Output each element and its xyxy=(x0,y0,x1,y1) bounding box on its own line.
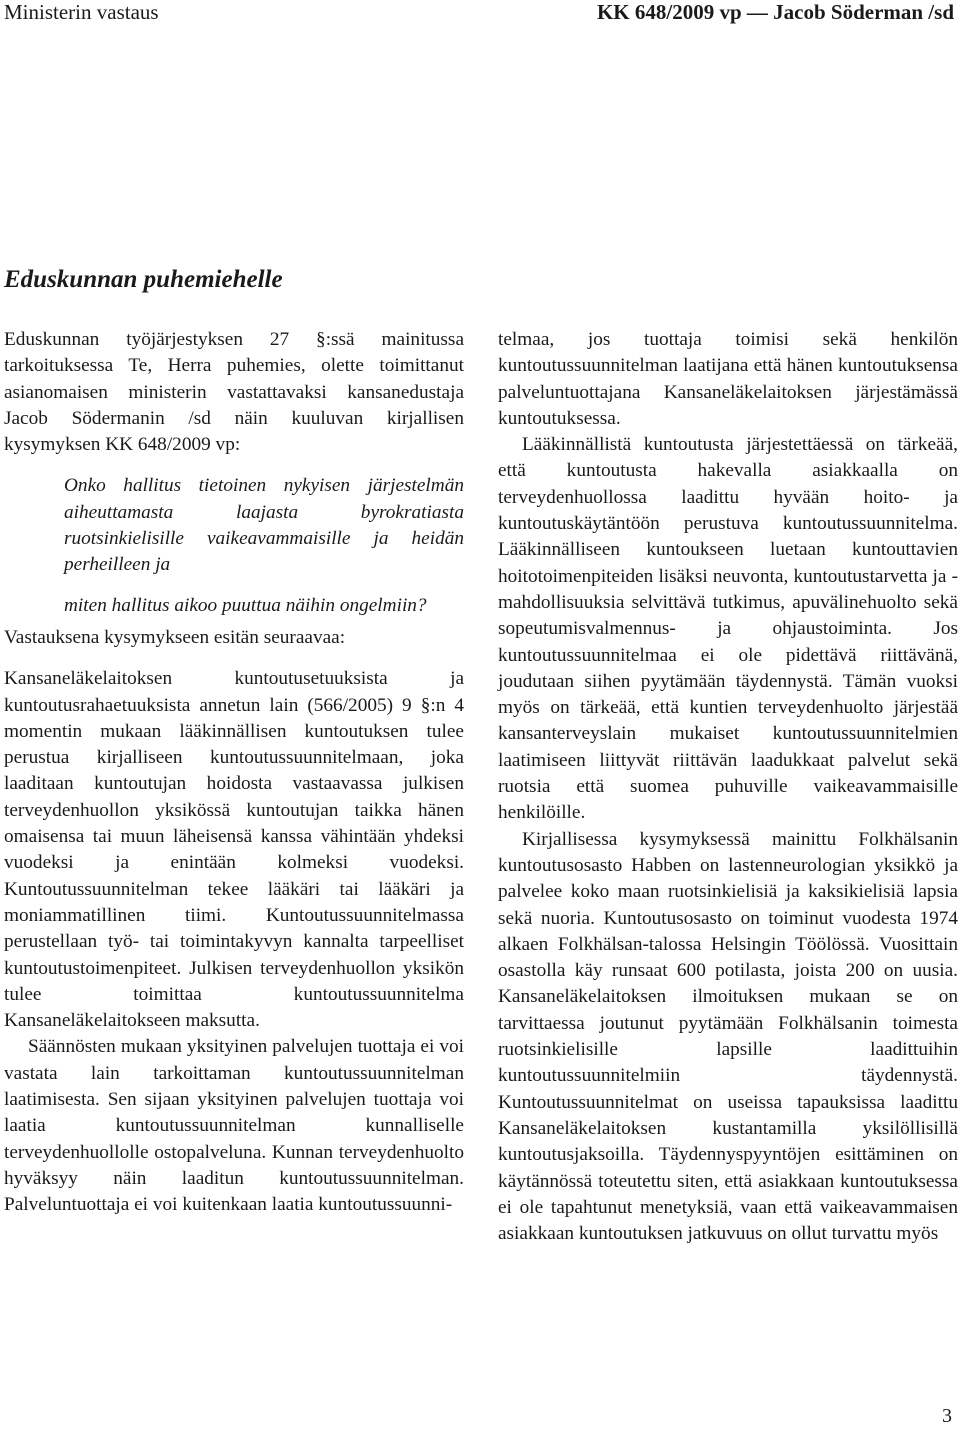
question-text-2: miten hallitus aikoo puuttua näihin ongelmiin? xyxy=(64,594,427,616)
document-title: Eduskunnan puhemiehelle xyxy=(4,266,283,293)
right-column xyxy=(498,327,958,1247)
running-header-left: Ministerin vastaus xyxy=(4,0,159,24)
page-number: 3 xyxy=(942,1405,952,1427)
body-paragraph: Kansaneläkelaitoksen kuntoutusetuuksista ja kuntoutusrahaetuuksista annetun lain (566/2005) 9 §:n 4 momentin mukaan lääkinnällisen kuntoutuksen tulee perustua kirjalliseen kuntoutussuunnitelmaan, joka laaditaan kuntoutujan hoidosta vastaavassa julkisen terveydenhuollon yksikössä kuntoutujan taikka hänen omaisensa tai muun läheisensä kanssa vähintään yhdeksi vuodeksi ja enintään kolmeksi vuodeksi. Kuntoutussuunnitelman tekee lääkäri tai lääkäri ja moniammatillinen tiimi. Kuntoutussuunnitelmassa perustellaan työ- tai toimintakyvyn kannalta tarpeelliset kuntoutustoimenpiteet. Julkisen terveydenhuollon yksikön tulee toimittaa kuntoutussuunnitelma Kansaneläkelaitokseen maksutta. xyxy=(4,668,464,1032)
question-text-1: Onko hallitus tietoinen nykyisen järjestelmän aiheuttamasta laajasta byrokratiasta ruotsinkielisille vaikeavammaisille ja heidän perheilleen ja xyxy=(64,475,464,576)
left-column xyxy=(4,327,464,1219)
body-paragraph: Säännösten mukaan yksityinen palvelujen tuottaja ei voi vastata lain tarkoittaman kuntoutussuunnitelman laatimisesta. Sen sijaan yksityinen palvelujen tuottaja voi laatia kuntoutussuunnitelman kunnalliselle terveydenhuollolle ostopalveluna. Kunnan terveydenhuolto hyväksyy näin laaditun kuntoutussuunnitelman. Palveluntuottaja ei voi kuitenkaan laatia kuntoutussuunni- xyxy=(4,1036,464,1216)
intro-paragraph: Eduskunnan työjärjestyksen 27 §:ssä mainitussa tarkoituksessa Te, Herra puhemies, olette toimittanut asianomaisen ministerin vastattavaksi kansanedustaja Jacob Södermanin /sd näin kuuluvan kirjallisen kysymyksen KK 648/2009 vp: xyxy=(4,329,464,456)
body-paragraph: Kirjallisessa kysymyksessä mainittu Folkhälsanin kuntoutusosasto Habben on lastenneurologian yksikkö ja palvelee koko maan ruotsinkielisiä ja kaksikielisiä lapsia sekä nuoria. Kuntoutusosasto on toiminut vuodesta 1974 alkaen Folkhälsan-talossa Helsingin Töölössä. Vuosittain osastolla käy runsaat 600 potilasta, joista 200 on uusia. Kansaneläkelaitoksen ilmoituksen mukaan se on tarvittaessa joutunut pyytämään Folkhälsanin toimesta ruotsinkielisille lapsille laadittuihin kuntoutussuunnitelmiin täydennystä. Kuntoutussuunnitelmat on useissa tapauksissa laadittu Kansaneläkelaitoksen kustantamilla yksilöllisillä kuntoutusjaksoilla. Täydennyspyyntöjen esittäminen on käytännössä toteutettu siten, että asiakkaan kuntoutuksessa ei ole tapahtunut menetyksiä, vaan että vaikeavammaisen asiakkaan kuntoutuksen jatkuvuus on ollut turvattu myös xyxy=(498,828,958,1245)
body-paragraph-continued: telmaa, jos tuottaja toimisi sekä henkilön kuntoutussuunnitelman laatijana että hänen kuntoutuksensa palveluntuottajana Kansaneläkelaitoksen järjestämässä kuntoutuksessa. xyxy=(498,329,958,429)
body-paragraph: Lääkinnällistä kuntoutusta järjestettäessä on tärkeää, että kuntoutusta hakevalla asiakkaalla on terveydenhuollossa laadittu hyvään hoito- ja kuntoutuskäytäntöön perustuva kuntoutussuunnitelma. Lääkinnälliseen kuntoukseen luetaan kuntouttavien hoitotoimenpiteiden lisäksi neuvonta, kuntoutustarvetta ja -mahdollisuuksia selvittävä tutkimus, apuvälinehuolto sekä sopeutumisvalmennus- ja ohjaustoiminta. Jos kuntoutussuunnitelmaa ei ole pidettävä riittävänä, joudutaan siihen pyytämään täydennystä. Tämän vuoksi myös on tärkeää, että kuntien terveydenhuolto järjestää kansanterveyslain mukaiset kuntoutussuunnitelmien laatimiseen liittyvät riittävän laadukkaat palvelut sekä ruotsia että suomea puhuville vaikeavammaisille henkilöille. xyxy=(498,434,958,824)
running-header-right: KK 648/2009 vp — Jacob Söderman /sd xyxy=(596,0,954,24)
answer-lead: Vastauksena kysymykseen esitän seuraavaa: xyxy=(4,626,346,648)
